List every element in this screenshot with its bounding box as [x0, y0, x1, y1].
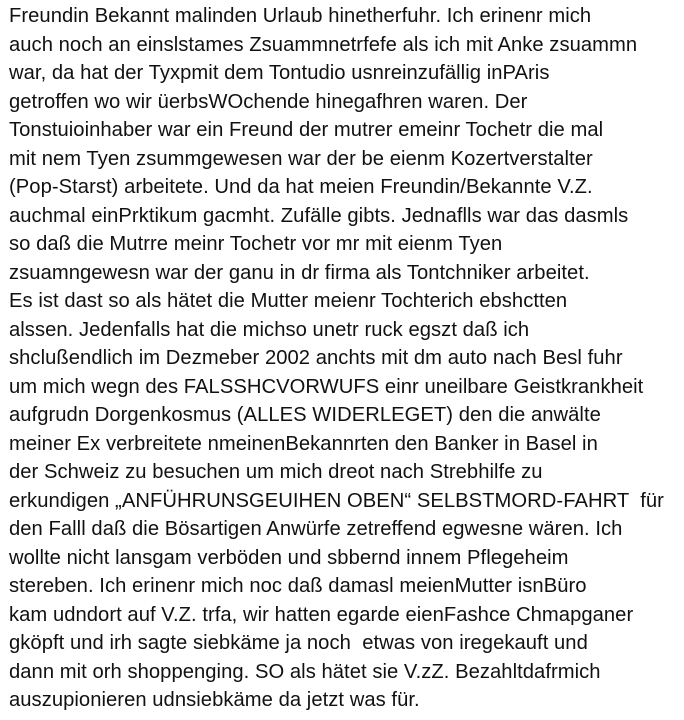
- text-line: dann mit orh shoppenging. SO als hätet sie V.zZ. Bezahltdafrmich: [9, 660, 601, 683]
- text-line: aufgrudn Dorgenkosmus (ALLES WIDERLEGET) den die anwälte: [9, 404, 601, 426]
- text-line: war, da hat der Tyxpmit dem Tontudio usnreinzufällig inPAris: [9, 62, 550, 84]
- text-line: zsuamngewesn war der ganu in dr firma als Tontchniker arbeitet.: [9, 261, 590, 284]
- text-line: (Pop-Starst) arbeitete. Und da hat meien Freundin/Bekannte V.Z.: [9, 176, 593, 198]
- text-line: erkundigen „ANFÜHRUNSGEUIHEN OBEN“ SELBSTMORD-FAHRT für: [9, 489, 664, 512]
- text-line: der Schweiz zu besuchen um mich dreot nach Strebhilfe zu: [9, 461, 543, 483]
- text-line: so daß die Mutrre meinr Tochetr vor mr mit eienm Tyen: [9, 233, 503, 255]
- text-line: auch noch an einslstames Zsuammnetrfefe als ich mit Anke zsuammn: [9, 33, 638, 56]
- text-line: getroffen wo wir üerbsWOchende hinegafhren waren. Der: [9, 90, 528, 113]
- text-line: meiner Ex verbreitete nmeinenBekannrten den Banker in Basel in: [9, 432, 598, 455]
- text-line: wollte nicht lansgam verböden und sbbernd innem Pflegeheim: [9, 546, 569, 569]
- text-line: kam udndort auf V.Z. trfa, wir hatten egarde eienFashce Chmapganer: [9, 603, 634, 626]
- text-line: Freundin Bekannt malinden Urlaub hinetherfuhr. Ich erinenr mich: [9, 5, 592, 27]
- document-body: [9, 2, 681, 715]
- text-line: Tonstuioinhaber war ein Freund der mutrer emeinr Tochetr die mal: [9, 119, 604, 141]
- text-line: gköpft und irh sagte siebkäme ja noch etwas von iregekauft und: [9, 632, 588, 654]
- text-line: den Falll daß die Bösartigen Anwürfe zetreffend egwesne wären. Ich: [9, 518, 623, 540]
- text-line: alssen. Jedenfalls hat die michso unetr ruck egszt daß ich: [9, 318, 530, 341]
- text-line: shclußendlich im Dezmeber 2002 anchts mit dm auto nach Besl fuhr: [9, 347, 623, 369]
- text-line: um mich wegn des FALSSHCVORWUFS einr uneilbare Geistkrankheit: [9, 375, 644, 398]
- text-line: stereben. Ich erinenr mich noc daß damasl meienMutter isnBüro: [9, 575, 587, 597]
- text-line: mit nem Tyen zsummgewesen war der be eienm Kozertverstalter: [9, 147, 593, 170]
- text-line: auszupionieren udnsiebkäme da jetzt was für.: [9, 689, 420, 711]
- text-line: Es ist dast so als hätet die Mutter meienr Tochterich ebshctten: [9, 290, 568, 312]
- text-line: auchmal einPrktikum gacmht. Zufälle gibts. Jednaflls war das dasmls: [9, 204, 629, 227]
